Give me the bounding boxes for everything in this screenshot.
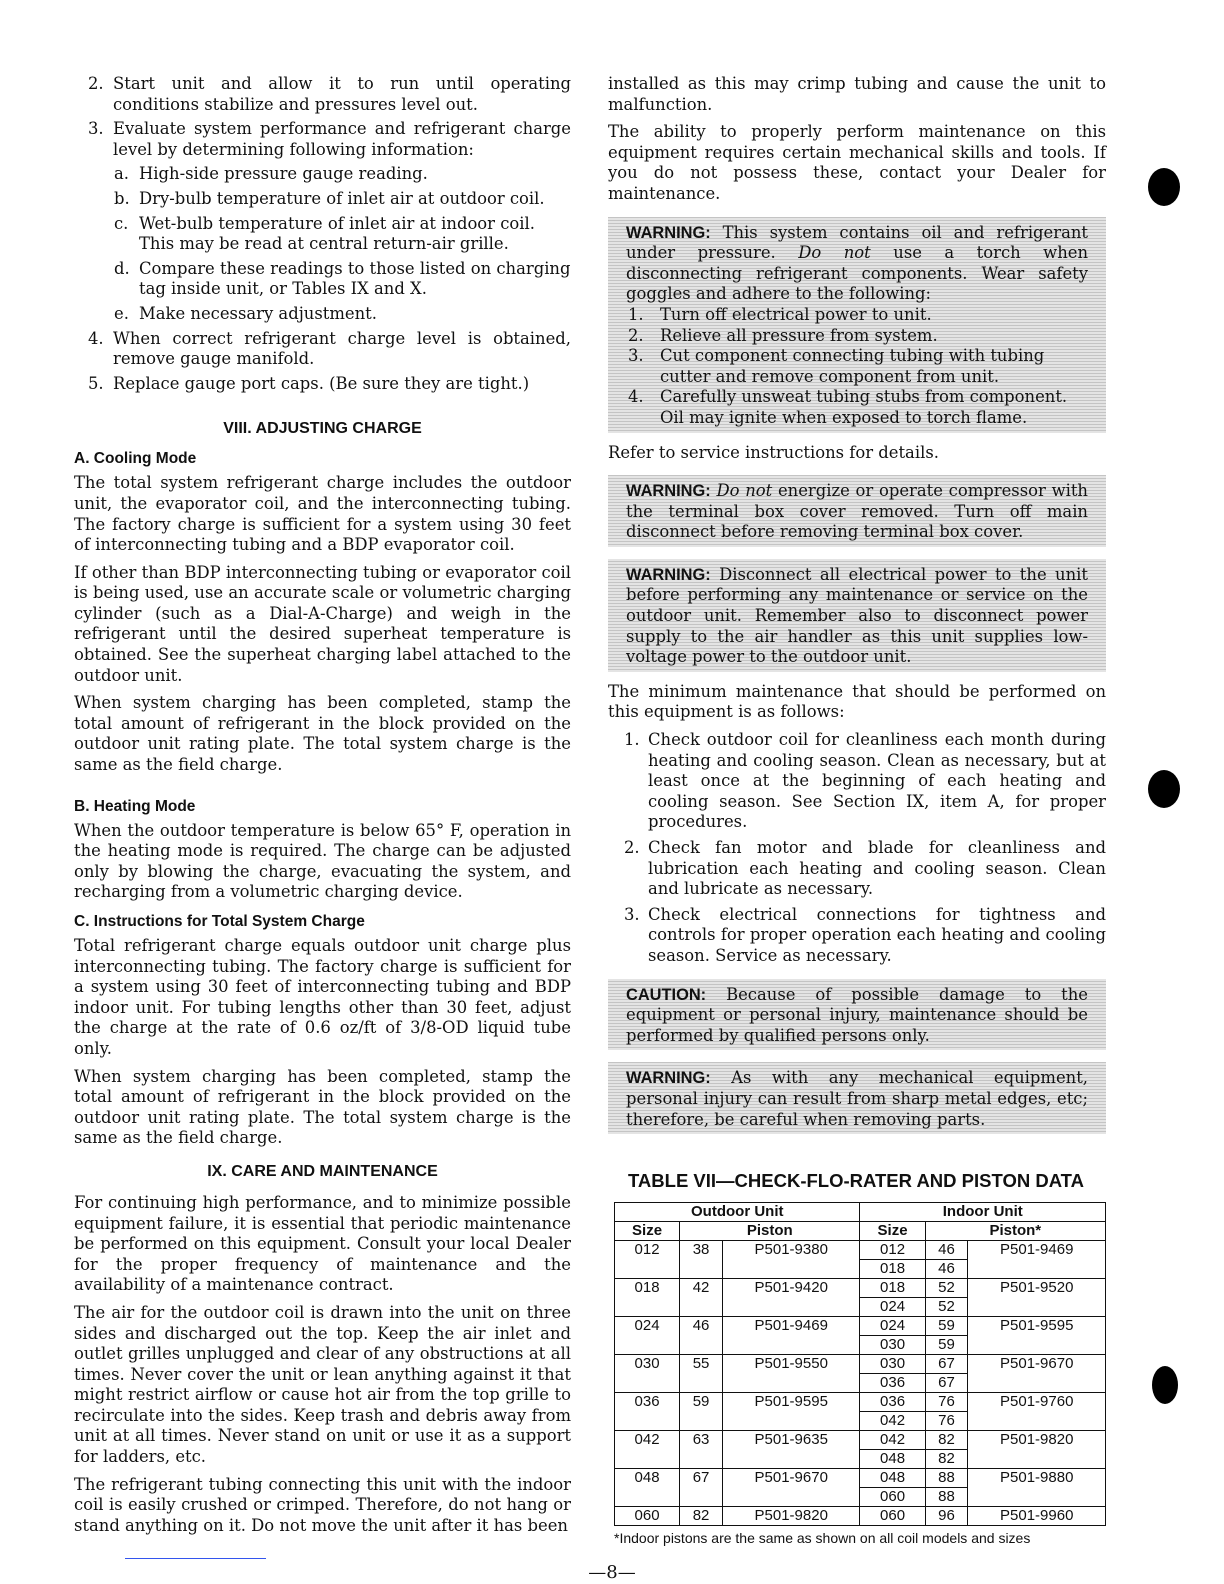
caution-text: CAUTION: Because of possible damage to the equipment or personal injury, maintenance should be performed by qualified persons only. xyxy=(626,984,1088,1045)
outdoor-size-cell: 048 xyxy=(615,1469,680,1507)
warning-text: WARNING: As with any mechanical equipment, personal injury can result from sharp metal edges, etc; therefore, be careful when removing parts. xyxy=(626,1068,1088,1129)
procedure-substep-number: b. xyxy=(114,188,130,208)
indoor-piston-cell: 88 xyxy=(925,1469,968,1488)
table-title: TABLE VII—CHECK-FLO-RATER AND PISTON DATA xyxy=(628,1170,1084,1192)
outdoor-size-cell: 036 xyxy=(615,1393,680,1431)
warning-box-power xyxy=(608,559,1106,672)
indoor-part-cell: P501-9670 xyxy=(968,1355,1106,1393)
indoor-size-cell: 042 xyxy=(860,1412,925,1431)
outdoor-part-cell: P501-9820 xyxy=(722,1507,860,1526)
refer-paragraph: Refer to service instructions for details. xyxy=(608,442,939,462)
indoor-part-cell: P501-9469 xyxy=(968,1241,1106,1279)
procedure-substep xyxy=(74,304,571,325)
cooling-mode-title: A. Cooling Mode xyxy=(74,450,197,468)
outdoor-part-cell: P501-9380 xyxy=(722,1241,860,1279)
indoor-size-cell: 030 xyxy=(860,1355,925,1374)
outdoor-part-cell: P501-9550 xyxy=(722,1355,860,1393)
continued-paragraph: installed as this may crimp tubing and cause the unit to malfunction. xyxy=(608,74,1106,114)
outdoor-size-cell: 024 xyxy=(615,1317,680,1355)
underline-mark xyxy=(125,1558,266,1559)
maintenance-step xyxy=(608,905,1106,967)
indoor-piston-cell: 76 xyxy=(925,1412,968,1431)
procedure-step-text: Replace gauge port caps. (Be sure they are tight.) xyxy=(113,373,530,393)
right-column xyxy=(608,74,1106,1546)
procedure-substep xyxy=(74,259,571,300)
indoor-piston-cell: 82 xyxy=(925,1431,968,1450)
outdoor-piston-cell: 42 xyxy=(680,1279,723,1317)
procedure-substep-number: e. xyxy=(114,303,129,323)
table-row xyxy=(615,1279,1106,1298)
indoor-part-cell: P501-9820 xyxy=(968,1431,1106,1469)
outdoor-part-cell: P501-9420 xyxy=(722,1279,860,1317)
outdoor-piston-cell: 67 xyxy=(680,1469,723,1507)
indoor-size-cell: 024 xyxy=(860,1298,925,1317)
procedure-step xyxy=(74,374,571,395)
warning-box-torch xyxy=(608,217,1106,433)
page-number: —8— xyxy=(588,1562,636,1583)
warning-item-text: Turn off electrical power to unit. xyxy=(660,304,932,324)
indoor-piston-cell: 52 xyxy=(925,1279,968,1298)
table-header-size: Size xyxy=(860,1222,925,1241)
indoor-piston-cell: 96 xyxy=(925,1507,968,1526)
indoor-piston-cell: 52 xyxy=(925,1298,968,1317)
indoor-piston-cell: 82 xyxy=(925,1450,968,1469)
total-charge-paragraph-1: Total refrigerant charge equals outdoor unit charge plus interconnecting tubing. The factory charge is sufficient for a system using 30 feet of interconnecting tubing and BDP indoor unit. For tubing lengths other than 30 feet, adjust the charge at the rate of 0.6 oz/ft of 3/8-OD liquid tube only. xyxy=(74,936,571,1058)
table-row xyxy=(615,1393,1106,1412)
indoor-piston-cell: 67 xyxy=(925,1374,968,1393)
procedure-substep-number: c. xyxy=(114,213,129,233)
indoor-size-cell: 048 xyxy=(860,1469,925,1488)
minimum-maintenance-paragraph: The minimum maintenance that should be performed on this equipment is as follows: xyxy=(608,681,1106,722)
maintenance-step xyxy=(608,838,1106,900)
indoor-part-cell: P501-9520 xyxy=(968,1279,1106,1317)
outdoor-size-cell: 060 xyxy=(615,1507,680,1526)
outdoor-piston-cell: 63 xyxy=(680,1431,723,1469)
indoor-size-cell: 042 xyxy=(860,1431,925,1450)
binder-hole xyxy=(1148,168,1180,206)
procedure-substep-text: Dry-bulb temperature of inlet air at outdoor coil. xyxy=(139,188,545,208)
indoor-piston-cell: 46 xyxy=(925,1241,968,1260)
maintenance-step-number: 3. xyxy=(624,904,640,924)
outdoor-piston-cell: 55 xyxy=(680,1355,723,1393)
warning-item-text: Carefully unsweat tubing stubs from component. Oil may ignite when exposed to torch flame. xyxy=(660,387,1068,427)
indoor-piston-cell: 46 xyxy=(925,1260,968,1279)
procedure-step-text: Evaluate system performance and refrigerant charge level by determining following information: xyxy=(113,119,571,159)
table-row xyxy=(615,1469,1106,1488)
warning-text: WARNING: Do not energize or operate compressor with the terminal box cover removed. Turn off main disconnect before removing terminal box cover. xyxy=(626,481,1088,542)
procedure-step xyxy=(74,74,571,115)
table-row xyxy=(615,1355,1106,1374)
table-header-piston: Piston xyxy=(680,1222,860,1241)
procedure-substep-number: d. xyxy=(114,258,130,278)
procedure-substep-number: a. xyxy=(114,164,129,184)
total-charge-paragraph-2: When system charging has been completed, stamp the total amount of refrigerant in the block provided on the outdoor unit rating plate. The total system charge is the same as the field charge. xyxy=(74,1066,571,1148)
indoor-size-cell: 048 xyxy=(860,1450,925,1469)
care-paragraph-1: For continuing high performance, and to minimize possible equipment failure, it is essential that periodic maintenance be performed on this equipment. Consult your local Dealer for the proper frequency of maintenance and the availability of a maintenance contract. xyxy=(74,1192,571,1295)
procedure-substep-text: High-side pressure gauge reading. xyxy=(139,164,428,184)
indoor-part-cell: P501-9960 xyxy=(968,1507,1106,1526)
procedure-step xyxy=(74,329,571,370)
warning-text: WARNING: Disconnect all electrical power to the unit before performing any maintenance or service on the outdoor unit. Remember also to disconnect power supply to the air handler as this unit supplies low-voltage power to the outdoor unit. xyxy=(626,564,1088,667)
indoor-piston-cell: 67 xyxy=(925,1355,968,1374)
indoor-size-cell: 060 xyxy=(860,1507,925,1526)
indoor-piston-cell: 88 xyxy=(925,1488,968,1507)
indoor-size-cell: 036 xyxy=(860,1374,925,1393)
maintenance-step-number: 2. xyxy=(624,838,640,857)
warning-item-number: 4. xyxy=(628,387,644,407)
total-charge-title: C. Instructions for Total System Charge xyxy=(74,913,365,930)
outdoor-piston-cell: 38 xyxy=(680,1241,723,1279)
outdoor-part-cell: P501-9635 xyxy=(722,1431,860,1469)
maintenance-step-text: Check outdoor coil for cleanliness each month during heating and cooling season. Clean as necessary, but at least once at the beginning of each heating and cooling season. See Section IX, item A, for proper procedures. xyxy=(648,730,1106,832)
indoor-piston-cell: 76 xyxy=(925,1393,968,1412)
procedure-substep-text: Make necessary adjustment. xyxy=(139,303,377,323)
ability-paragraph: The ability to properly perform maintenance on this equipment requires certain mechanical skills and tools. If you do not possess these, contact your Dealer for maintenance. xyxy=(608,122,1106,203)
heating-paragraph: When the outdoor temperature is below 65° F, operation in the heating mode is required. The charge can be adjusted only by blowing the charge, evacuating the system, and recharging from a volumetric charging device. xyxy=(74,820,571,902)
outdoor-size-cell: 042 xyxy=(615,1431,680,1469)
indoor-size-cell: 018 xyxy=(860,1279,925,1298)
indoor-piston-cell: 59 xyxy=(925,1317,968,1336)
binder-hole xyxy=(1148,770,1180,808)
indoor-size-cell: 030 xyxy=(860,1336,925,1355)
table-header-piston: Piston* xyxy=(925,1222,1105,1241)
procedure-step xyxy=(74,119,571,160)
care-paragraph-2: The air for the outdoor coil is drawn into the unit on three sides and discharged out the top. Keep the air inlet and outlet grilles unplugged and clear of any obstructions at all times. Never cover the unit or lean anything against it that might restrict airflow or cause hot air from the top grille to recirculate into the sides. Keep trash and debris away from unit at all times. Never stand on unit or use it as a support for ladders, etc. xyxy=(74,1302,571,1467)
cooling-paragraph-1: The total system refrigerant charge includes the outdoor unit, the evaporator coil, and the interconnecting tubing. The factory charge is sufficient for a system using 30 feet of interconnecting tubing and a BDP evaporator coil. xyxy=(74,473,571,555)
table-row xyxy=(615,1431,1106,1450)
procedure-step-text: When correct refrigerant charge level is obtained, remove gauge manifold. xyxy=(113,328,571,369)
table-row xyxy=(615,1241,1106,1260)
table-row xyxy=(615,1507,1106,1526)
outdoor-part-cell: P501-9469 xyxy=(722,1317,860,1355)
warning-item-text: Cut component connecting tubing with tubing cutter and remove component from unit. xyxy=(660,346,1045,386)
warning-item xyxy=(626,387,1088,428)
indoor-size-cell: 060 xyxy=(860,1488,925,1507)
procedure-step-number: 3. xyxy=(88,119,104,139)
warning-item-text: Relieve all pressure from system. xyxy=(660,325,938,345)
maintenance-step-text: Check fan motor and blade for cleanliness and lubrication each heating and cooling season. Clean and lubricate as necessary. xyxy=(648,838,1106,899)
procedure-substep xyxy=(74,214,571,255)
warning-item xyxy=(626,346,1088,387)
procedure-step-text: Start unit and allow it to run until operating conditions stabilize and pressures level out. xyxy=(113,74,571,114)
table-header-indoor: Indoor Unit xyxy=(860,1203,1106,1222)
table-header-outdoor: Outdoor Unit xyxy=(615,1203,860,1222)
indoor-size-cell: 036 xyxy=(860,1393,925,1412)
indoor-piston-cell: 59 xyxy=(925,1336,968,1355)
heating-mode-title: B. Heating Mode xyxy=(74,797,196,815)
outdoor-part-cell: P501-9595 xyxy=(722,1393,860,1431)
table-footnote: *Indoor pistons are the same as shown on all coil models and sizes xyxy=(614,1530,1031,1547)
procedure-step-number: 2. xyxy=(88,74,104,93)
procedure-substep-text: Compare these readings to those listed on charging tag inside unit, or Tables IX and X. xyxy=(139,258,571,299)
indoor-part-cell: P501-9880 xyxy=(968,1469,1106,1507)
section-9-title: IX. CARE AND MAINTENANCE xyxy=(207,1162,438,1180)
cooling-paragraph-2: If other than BDP interconnecting tubing or evaporator coil is being used, use an accurate scale or volumetric charging cylinder (such as a Dial-A-Charge) and weigh in the refrigerant until the desired superheat temperature is obtained. See the superheat charging label attached to the outdoor unit. xyxy=(74,562,571,685)
procedure-step-number: 5. xyxy=(88,373,104,393)
maintenance-step-number: 1. xyxy=(624,730,640,750)
procedure-substep xyxy=(74,189,571,210)
cooling-paragraph-3: When system charging has been completed, stamp the total amount of refrigerant in the block provided on the outdoor unit rating plate. The total system charge is the same as the field charge. xyxy=(74,693,571,775)
outdoor-size-cell: 012 xyxy=(615,1241,680,1279)
indoor-size-cell: 024 xyxy=(860,1317,925,1336)
warning-box-compressor xyxy=(608,475,1106,547)
outdoor-piston-cell: 82 xyxy=(680,1507,723,1526)
warning-item xyxy=(626,305,1088,326)
binder-hole xyxy=(1152,1366,1178,1404)
indoor-size-cell: 018 xyxy=(860,1260,925,1279)
indoor-part-cell: P501-9595 xyxy=(968,1317,1106,1355)
caution-box xyxy=(608,979,1106,1051)
left-column xyxy=(74,74,571,1543)
warning-item-number: 1. xyxy=(628,304,644,324)
warning-text: WARNING: This system contains oil and refrigerant under pressure. Do not use a torch when disconnecting refrigerant components. Wear safety goggles and adhere to the following: xyxy=(626,222,1089,304)
table-header-size: Size xyxy=(615,1222,680,1241)
section-8-title: VIII. ADJUSTING CHARGE xyxy=(223,420,422,438)
outdoor-piston-cell: 59 xyxy=(680,1393,723,1431)
warning-item-number: 3. xyxy=(628,346,644,366)
indoor-part-cell: P501-9760 xyxy=(968,1393,1106,1431)
maintenance-step-text: Check electrical connections for tightness and controls for proper operation each heating and cooling season. Service as necessary. xyxy=(648,904,1106,965)
warning-box-sharp-edges xyxy=(608,1062,1106,1134)
table-row xyxy=(615,1317,1106,1336)
warning-item xyxy=(626,326,1088,347)
indoor-size-cell: 012 xyxy=(860,1241,925,1260)
piston-data-table xyxy=(614,1202,1106,1526)
outdoor-part-cell: P501-9670 xyxy=(722,1469,860,1507)
outdoor-size-cell: 030 xyxy=(615,1355,680,1393)
outdoor-piston-cell: 46 xyxy=(680,1317,723,1355)
warning-item-number: 2. xyxy=(628,325,644,345)
procedure-substep-text: Wet-bulb temperature of inlet air at indoor coil. This may be read at central return-air grille. xyxy=(139,213,535,254)
procedure-step-number: 4. xyxy=(88,328,104,348)
maintenance-step xyxy=(608,730,1106,833)
care-paragraph-3: The refrigerant tubing connecting this unit with the indoor coil is easily crushed or crimped. Therefore, do not hang or stand anything on it. Do not move the unit after it has been xyxy=(74,1474,571,1535)
outdoor-size-cell: 018 xyxy=(615,1279,680,1317)
procedure-substep xyxy=(74,164,571,185)
